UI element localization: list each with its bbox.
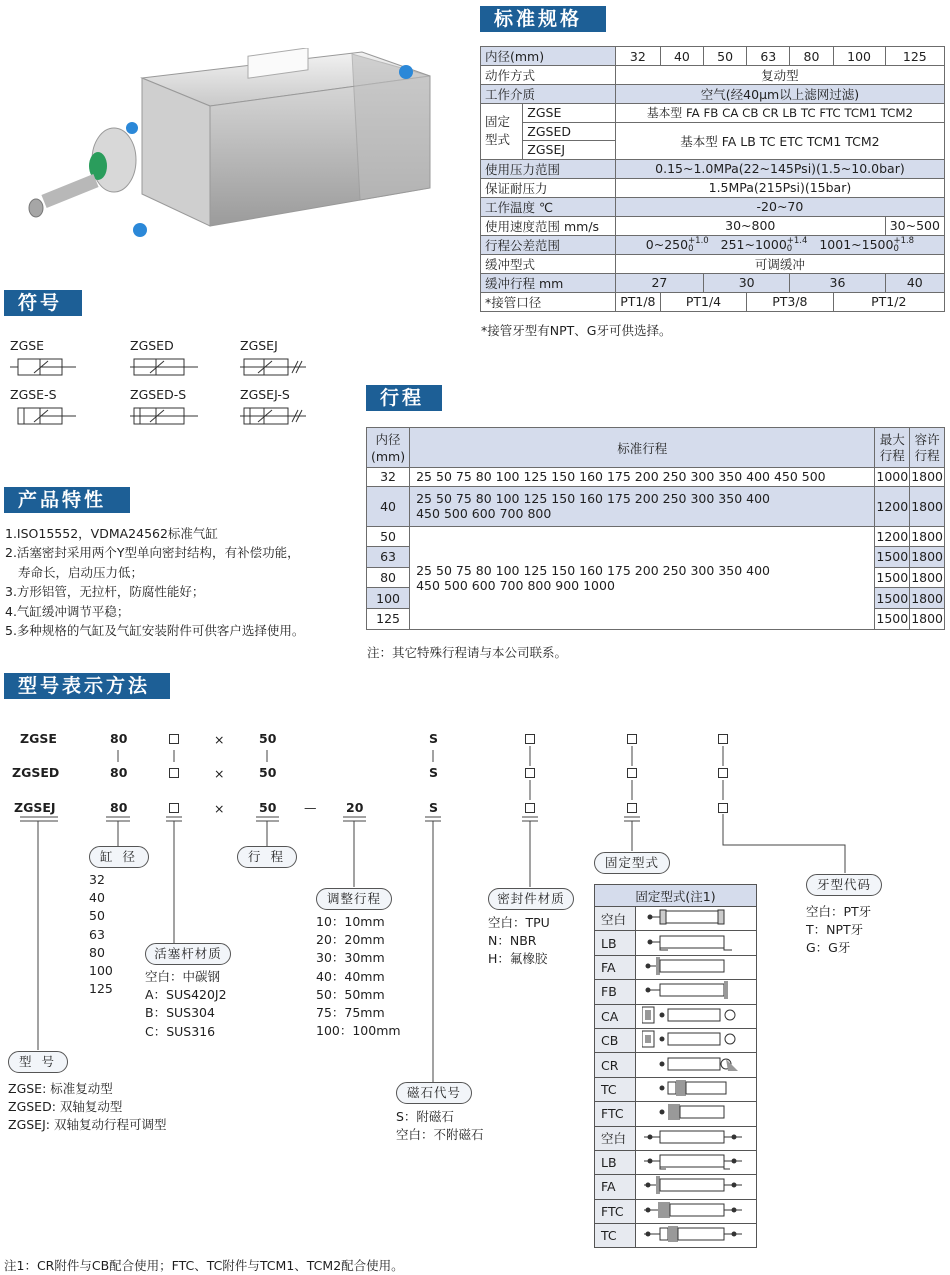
- spec-table: [480, 46, 945, 312]
- mount-code: 空白: [595, 1126, 636, 1150]
- feature-item: 4.气缸缓冲调节平稳；: [5, 603, 130, 619]
- adjust-option: 50：50mm: [316, 986, 385, 1002]
- adjust-stroke-pill: 调整行程: [316, 888, 392, 910]
- bore-pill: 缸 径: [89, 846, 149, 868]
- mount-code: TC: [595, 1224, 636, 1248]
- mount-table-header: [595, 885, 757, 907]
- cylinder-mount-icon: [642, 908, 746, 926]
- stroke-std-line: 450 500 600 700 800 900 1000: [416, 577, 615, 593]
- feature-item: 2.活塞密封采用两个Y型单向密封结构，有补偿功能，: [5, 545, 300, 561]
- cushion-label: 缓冲型式: [481, 254, 616, 273]
- spec-section-title: 标准规格: [480, 6, 606, 32]
- mount-row: [595, 980, 757, 1004]
- medium-value: 空气(经40μm以上滤网过滤): [615, 85, 944, 104]
- cylinder-symbol-icon: [240, 355, 308, 379]
- fix-a-value: 基本型 FA FB CA CB CR LB TC FTC TCM1 TCM2: [615, 104, 944, 123]
- cush-stroke-40: 40: [885, 273, 944, 292]
- stroke-allow: 1800: [910, 547, 945, 568]
- stroke-bore: 80: [367, 567, 410, 588]
- mount-row: [595, 1102, 757, 1126]
- mount-type-table: [594, 884, 757, 1248]
- stroke-std-group: [410, 526, 875, 629]
- tol-range-3: 1001~1500: [819, 236, 894, 252]
- seal-material-pill: 密封件材质: [488, 888, 574, 910]
- magnet-list: [396, 1108, 484, 1144]
- stroke-bore: 125: [367, 608, 410, 629]
- bore-100: 100: [833, 47, 885, 66]
- cylinder-symbol-icon: [130, 404, 198, 428]
- speed-value-a: 30~800: [615, 216, 885, 235]
- tol-sup-1: +1.0: [688, 236, 709, 247]
- mount-row: [595, 1028, 757, 1052]
- thread-option: T：NPT牙: [806, 922, 864, 938]
- symbol-zgsed-s: [130, 387, 198, 428]
- bore-40: 40: [660, 47, 703, 66]
- mount-row: [595, 1053, 757, 1077]
- stroke-row-40: [367, 486, 945, 526]
- cush-stroke-36: 36: [790, 273, 885, 292]
- model-bore-value: 80: [110, 800, 128, 815]
- spec-row-medium: [481, 85, 945, 104]
- bore-option: 50: [89, 908, 105, 924]
- stroke-bore: 40: [367, 486, 410, 526]
- thread-option-box: [718, 803, 728, 813]
- cylinder-mount-icon: [642, 981, 746, 999]
- bore-list: [89, 871, 113, 998]
- stroke-allow: 1800: [910, 588, 945, 609]
- adjust-stroke-list: [316, 913, 401, 1040]
- model-adj-value: 20: [346, 800, 364, 815]
- port-pt14: PT1/4: [660, 292, 746, 311]
- rod-option: C：SUS316: [145, 1023, 216, 1039]
- cylinder-mount-icon: [642, 1225, 746, 1243]
- symbol-zgsej: [240, 338, 308, 379]
- mount-row: [595, 907, 757, 931]
- spec-row-cushion-stroke: [481, 273, 945, 292]
- stroke-note: 注：其它特殊行程请与本公司联系。: [367, 645, 568, 660]
- temp-label: 工作温度 ℃: [481, 197, 616, 216]
- fix-label: 固定 型式: [481, 104, 523, 160]
- mount-row: [595, 1126, 757, 1150]
- spec-row-cushion: [481, 254, 945, 273]
- cylinder-mount-icon: [642, 1006, 746, 1024]
- stroke-h-std: 标准行程: [410, 428, 875, 468]
- mount-code: CR: [595, 1053, 636, 1077]
- cylinder-mount-icon: [642, 1103, 746, 1121]
- temp-value: -20~70: [615, 197, 944, 216]
- tol-sub-1: 0: [688, 244, 694, 255]
- stroke-max: 1500: [875, 608, 910, 629]
- tol-range-2: 251~1000: [720, 236, 787, 252]
- mount-table-title: 固定型式(注1): [595, 885, 757, 907]
- magnet-option: S：附磁石: [396, 1109, 454, 1124]
- seal-option: 空白：TPU: [488, 915, 550, 930]
- fix-a-label: ZGSE: [523, 104, 616, 123]
- magnet-option: 空白：不附磁石: [396, 1127, 484, 1143]
- symbol-zgsej-s: [240, 387, 308, 428]
- medium-label: 工作介质: [481, 85, 616, 104]
- symbol-label: ZGSE-S: [10, 387, 57, 402]
- type-pill: 型 号: [8, 1051, 68, 1073]
- stroke-h-bore: 内径 (mm): [367, 428, 410, 468]
- mount-option-box: [627, 734, 637, 744]
- symbol-section-title: 符号: [4, 290, 82, 316]
- mount-code: 空白: [595, 907, 636, 931]
- seal-option-box: [525, 734, 535, 744]
- model-code-zgsed: ZGSED: [12, 765, 60, 780]
- rod-material-pill: 活塞杆材质: [145, 943, 231, 965]
- mount-type-pill: 固定型式: [594, 852, 670, 874]
- mount-code: TC: [595, 1077, 636, 1101]
- mount-code: CB: [595, 1028, 636, 1052]
- stroke-std-line: 25 50 75 80 100 125 150 160 175 200 250 300 350 400: [416, 562, 770, 578]
- bore-50: 50: [703, 47, 746, 66]
- bore-option: 80: [89, 944, 105, 960]
- model-code-zgse: ZGSE: [20, 731, 57, 746]
- mount-row: [595, 1077, 757, 1101]
- seal-option: H：氟橡胶: [488, 951, 548, 967]
- feature-item: 3.方形铝管，无拉杆，防腐性能好；: [5, 584, 205, 600]
- stroke-std-line: 25 50 75 80 100 125 150 160 175 200 250 300 350 400: [416, 491, 770, 507]
- spec-row-proof: [481, 178, 945, 197]
- adjust-option: 10：10mm: [316, 914, 385, 929]
- adjust-option: 40：40mm: [316, 968, 385, 984]
- model-code-zgsej: ZGSEJ: [14, 800, 56, 815]
- stroke-max: 1500: [875, 588, 910, 609]
- model-magnet-code: S: [429, 731, 439, 746]
- stroke-bore: 32: [367, 468, 410, 487]
- fix-c-label: ZGSEJ: [523, 141, 616, 160]
- cushion-value: 可调缓冲: [615, 254, 944, 273]
- mount-row: [595, 1150, 757, 1174]
- model-footnote: 注1：CR附件与CB配合使用；FTC、TC附件与TCM1、TCM2配合使用。: [4, 1258, 404, 1273]
- features-list: [5, 524, 304, 640]
- tol-sup-3: +1.8: [893, 236, 915, 247]
- mount-code: FTC: [595, 1102, 636, 1126]
- stroke-allow: 1800: [910, 526, 945, 547]
- tol-sup-2: +1.4: [786, 236, 808, 247]
- cylinder-mount-icon: [642, 933, 746, 951]
- type-list: [8, 1080, 166, 1135]
- bore-option: 125: [89, 981, 113, 997]
- thread-option-box: [718, 768, 728, 778]
- stroke-max: 1200: [875, 486, 910, 526]
- cylinder-symbol-icon: [10, 404, 78, 428]
- bore-option: 100: [89, 963, 113, 979]
- cylinder-mount-icon: [642, 1128, 746, 1146]
- model-stroke-value: 50: [259, 800, 277, 815]
- stroke-table: [366, 427, 945, 630]
- cylinder-mount-icon: [642, 1176, 746, 1194]
- cylinder-product-image: [22, 48, 442, 248]
- model-times-sign: ×: [214, 801, 225, 816]
- rod-material-list: [145, 968, 227, 1041]
- adjust-option: 30：30mm: [316, 950, 385, 966]
- cylinder-mount-icon: [642, 1030, 746, 1048]
- bore-80: 80: [790, 47, 833, 66]
- mount-row: [595, 955, 757, 979]
- rod-option: 空白：中碳钢: [145, 969, 221, 984]
- seal-material-list: [488, 914, 550, 969]
- mount-code: CA: [595, 1004, 636, 1028]
- spec-row-action: [481, 66, 945, 85]
- spec-row-tolerance: [481, 235, 945, 254]
- pressure-value: 0.15~1.0MPa(22~145Psi)(1.5~10.0bar): [615, 159, 944, 178]
- stroke-bore: 50: [367, 526, 410, 547]
- mount-code: FA: [595, 955, 636, 979]
- model-bore-value: 80: [110, 731, 128, 746]
- model-dash: —: [304, 800, 317, 815]
- mount-code: FTC: [595, 1199, 636, 1223]
- cush-stroke-30: 30: [703, 273, 789, 292]
- seal-option: N：NBR: [488, 933, 537, 949]
- fix-b-value: 基本型 FA LB TC ETC TCM1 TCM2: [615, 122, 944, 159]
- model-bore-value: 80: [110, 765, 128, 780]
- bore-32: 32: [615, 47, 660, 66]
- type-option: ZGSE: 标准复动型: [8, 1081, 113, 1096]
- rod-option: A：SUS420J2: [145, 987, 227, 1003]
- port-pt38: PT3/8: [747, 292, 833, 311]
- thread-option: 空白：PT牙: [806, 904, 872, 919]
- symbol-label: ZGSEJ-S: [240, 387, 290, 402]
- model-section-title: 型号表示方法: [4, 673, 170, 699]
- rod-option: B：SUS304: [145, 1005, 215, 1021]
- tol-sub-3: 0: [893, 244, 899, 255]
- bore-option: 32: [89, 872, 105, 887]
- stroke-h-allow: 容许 行程: [910, 428, 945, 468]
- bore-63: 63: [747, 47, 790, 66]
- stroke-max: 1500: [875, 547, 910, 568]
- tol-value: [615, 235, 944, 254]
- rod-option-box: [169, 803, 179, 813]
- cylinder-symbol-icon: [240, 404, 308, 428]
- mount-row: [595, 1004, 757, 1028]
- port-pt18: PT1/8: [615, 292, 660, 311]
- stroke-pill: 行 程: [237, 846, 297, 868]
- type-option: ZGSEJ: 双轴复动行程可调型: [8, 1117, 167, 1133]
- stroke-allow: 1800: [910, 608, 945, 629]
- spec-row-fix-a: [481, 104, 945, 123]
- adjust-option: 100：100mm: [316, 1023, 401, 1039]
- pressure-label: 使用压力范围: [481, 159, 616, 178]
- stroke-max: 1200: [875, 526, 910, 547]
- features-section-title: 产品特性: [4, 487, 130, 513]
- port-pt12: PT1/2: [833, 292, 944, 311]
- symbol-zgsed: [130, 338, 198, 379]
- rod-option-box: [169, 768, 179, 778]
- stroke-max: 1500: [875, 567, 910, 588]
- mount-row: [595, 1175, 757, 1199]
- mount-option-box: [627, 768, 637, 778]
- thread-code-pill: 牙型代码: [806, 874, 882, 896]
- model-magnet-code: S: [429, 765, 439, 780]
- stroke-bore: 63: [367, 547, 410, 568]
- tol-range-1: 0~250: [645, 236, 689, 252]
- magnet-pill: 磁石代号: [396, 1082, 472, 1104]
- seal-option-box: [525, 768, 535, 778]
- symbol-zgse-s: [10, 387, 78, 428]
- mount-row: [595, 1224, 757, 1248]
- spec-row-temp: [481, 197, 945, 216]
- stroke-h-max: 最大 行程: [875, 428, 910, 468]
- mount-code: FB: [595, 980, 636, 1004]
- mount-row: [595, 1199, 757, 1223]
- feature-item: 1.ISO15552，VDMA24562标准气缸: [5, 526, 218, 541]
- mount-code: LB: [595, 1150, 636, 1174]
- cylinder-symbol-icon: [130, 355, 198, 379]
- symbol-zgse: [10, 338, 78, 379]
- spec-note: *接管牙型有NPT、G牙可供选择。: [481, 323, 672, 338]
- tol-label: 行程公差范围: [481, 235, 616, 254]
- rod-option-box: [169, 734, 179, 744]
- cush-stroke-27: 27: [615, 273, 703, 292]
- proof-label: 保证耐压力: [481, 178, 616, 197]
- spec-row-speed: [481, 216, 945, 235]
- cylinder-mount-icon: [642, 1079, 746, 1097]
- cylinder-symbol-icon: [10, 355, 78, 379]
- stroke-allow: 1800: [910, 567, 945, 588]
- tol-sub-2: 0: [786, 244, 793, 255]
- symbol-label: ZGSE: [10, 338, 45, 353]
- mount-code: LB: [595, 931, 636, 955]
- bore-125: 125: [885, 47, 944, 66]
- symbol-label: ZGSEJ: [240, 338, 278, 353]
- stroke-section-title: 行程: [366, 385, 442, 411]
- stroke-allow: 1800: [910, 486, 945, 526]
- action-label: 动作方式: [481, 66, 616, 85]
- action-value: 复动型: [615, 66, 944, 85]
- stroke-max: 1000: [876, 469, 909, 485]
- model-stroke-value: 50: [259, 731, 277, 746]
- stroke-std: [410, 486, 875, 526]
- spec-row-port: [481, 292, 945, 311]
- stroke-allow: 1800: [911, 469, 943, 485]
- model-magnet-code: S: [429, 800, 439, 815]
- fix-b-label: ZGSED: [523, 122, 616, 141]
- speed-label: 使用速度范围 mm/s: [481, 216, 616, 235]
- proof-value: 1.5MPa(215Psi)(15bar): [615, 178, 944, 197]
- cylinder-mount-icon: [642, 1055, 746, 1073]
- spec-row-fix-b: [481, 122, 945, 141]
- stroke-bore: 100: [367, 588, 410, 609]
- feature-item: 5.多种规格的气缸及气缸安装附件可供客户选择使用。: [5, 623, 305, 639]
- stroke-header-row: [367, 428, 945, 468]
- symbol-label: ZGSED-S: [130, 387, 187, 402]
- stroke-std-line: 450 500 600 700 800: [416, 506, 552, 522]
- thread-option: G：G牙: [806, 940, 851, 956]
- spec-row-bore: [481, 47, 945, 66]
- feature-item: 寿命长，启动压力低；: [18, 564, 144, 580]
- stroke-row-50: [367, 526, 945, 547]
- cylinder-mount-icon: [642, 957, 746, 975]
- mount-row: [595, 931, 757, 955]
- mount-code: FA: [595, 1175, 636, 1199]
- port-label: *接管口径: [481, 292, 616, 311]
- bore-option: 63: [89, 926, 105, 942]
- cylinder-mount-icon: [642, 1201, 746, 1219]
- symbol-label: ZGSED: [130, 338, 174, 353]
- mount-option-box: [627, 803, 637, 813]
- seal-option-box: [525, 803, 535, 813]
- speed-value-b: 30~500: [885, 216, 944, 235]
- model-stroke-value: 50: [259, 765, 277, 780]
- type-option: ZGSED: 双轴复动型: [8, 1099, 123, 1115]
- cylinder-mount-icon: [642, 1152, 746, 1170]
- stroke-std: 25 50 75 80 100 125 150 160 175 200 250 300 350 400 450 500: [410, 468, 875, 487]
- adjust-option: 75：75mm: [316, 1005, 385, 1021]
- model-times-sign: ×: [214, 732, 225, 747]
- bore-label: 内径(mm): [481, 47, 616, 66]
- spec-row-pressure: [481, 159, 945, 178]
- adjust-option: 20：20mm: [316, 932, 385, 948]
- thread-option-box: [718, 734, 728, 744]
- cush-stroke-label: 缓冲行程 mm: [481, 273, 616, 292]
- model-times-sign: ×: [214, 766, 225, 781]
- bore-option: 40: [89, 890, 105, 906]
- stroke-row-32: [367, 468, 945, 487]
- thread-code-list: [806, 903, 871, 958]
